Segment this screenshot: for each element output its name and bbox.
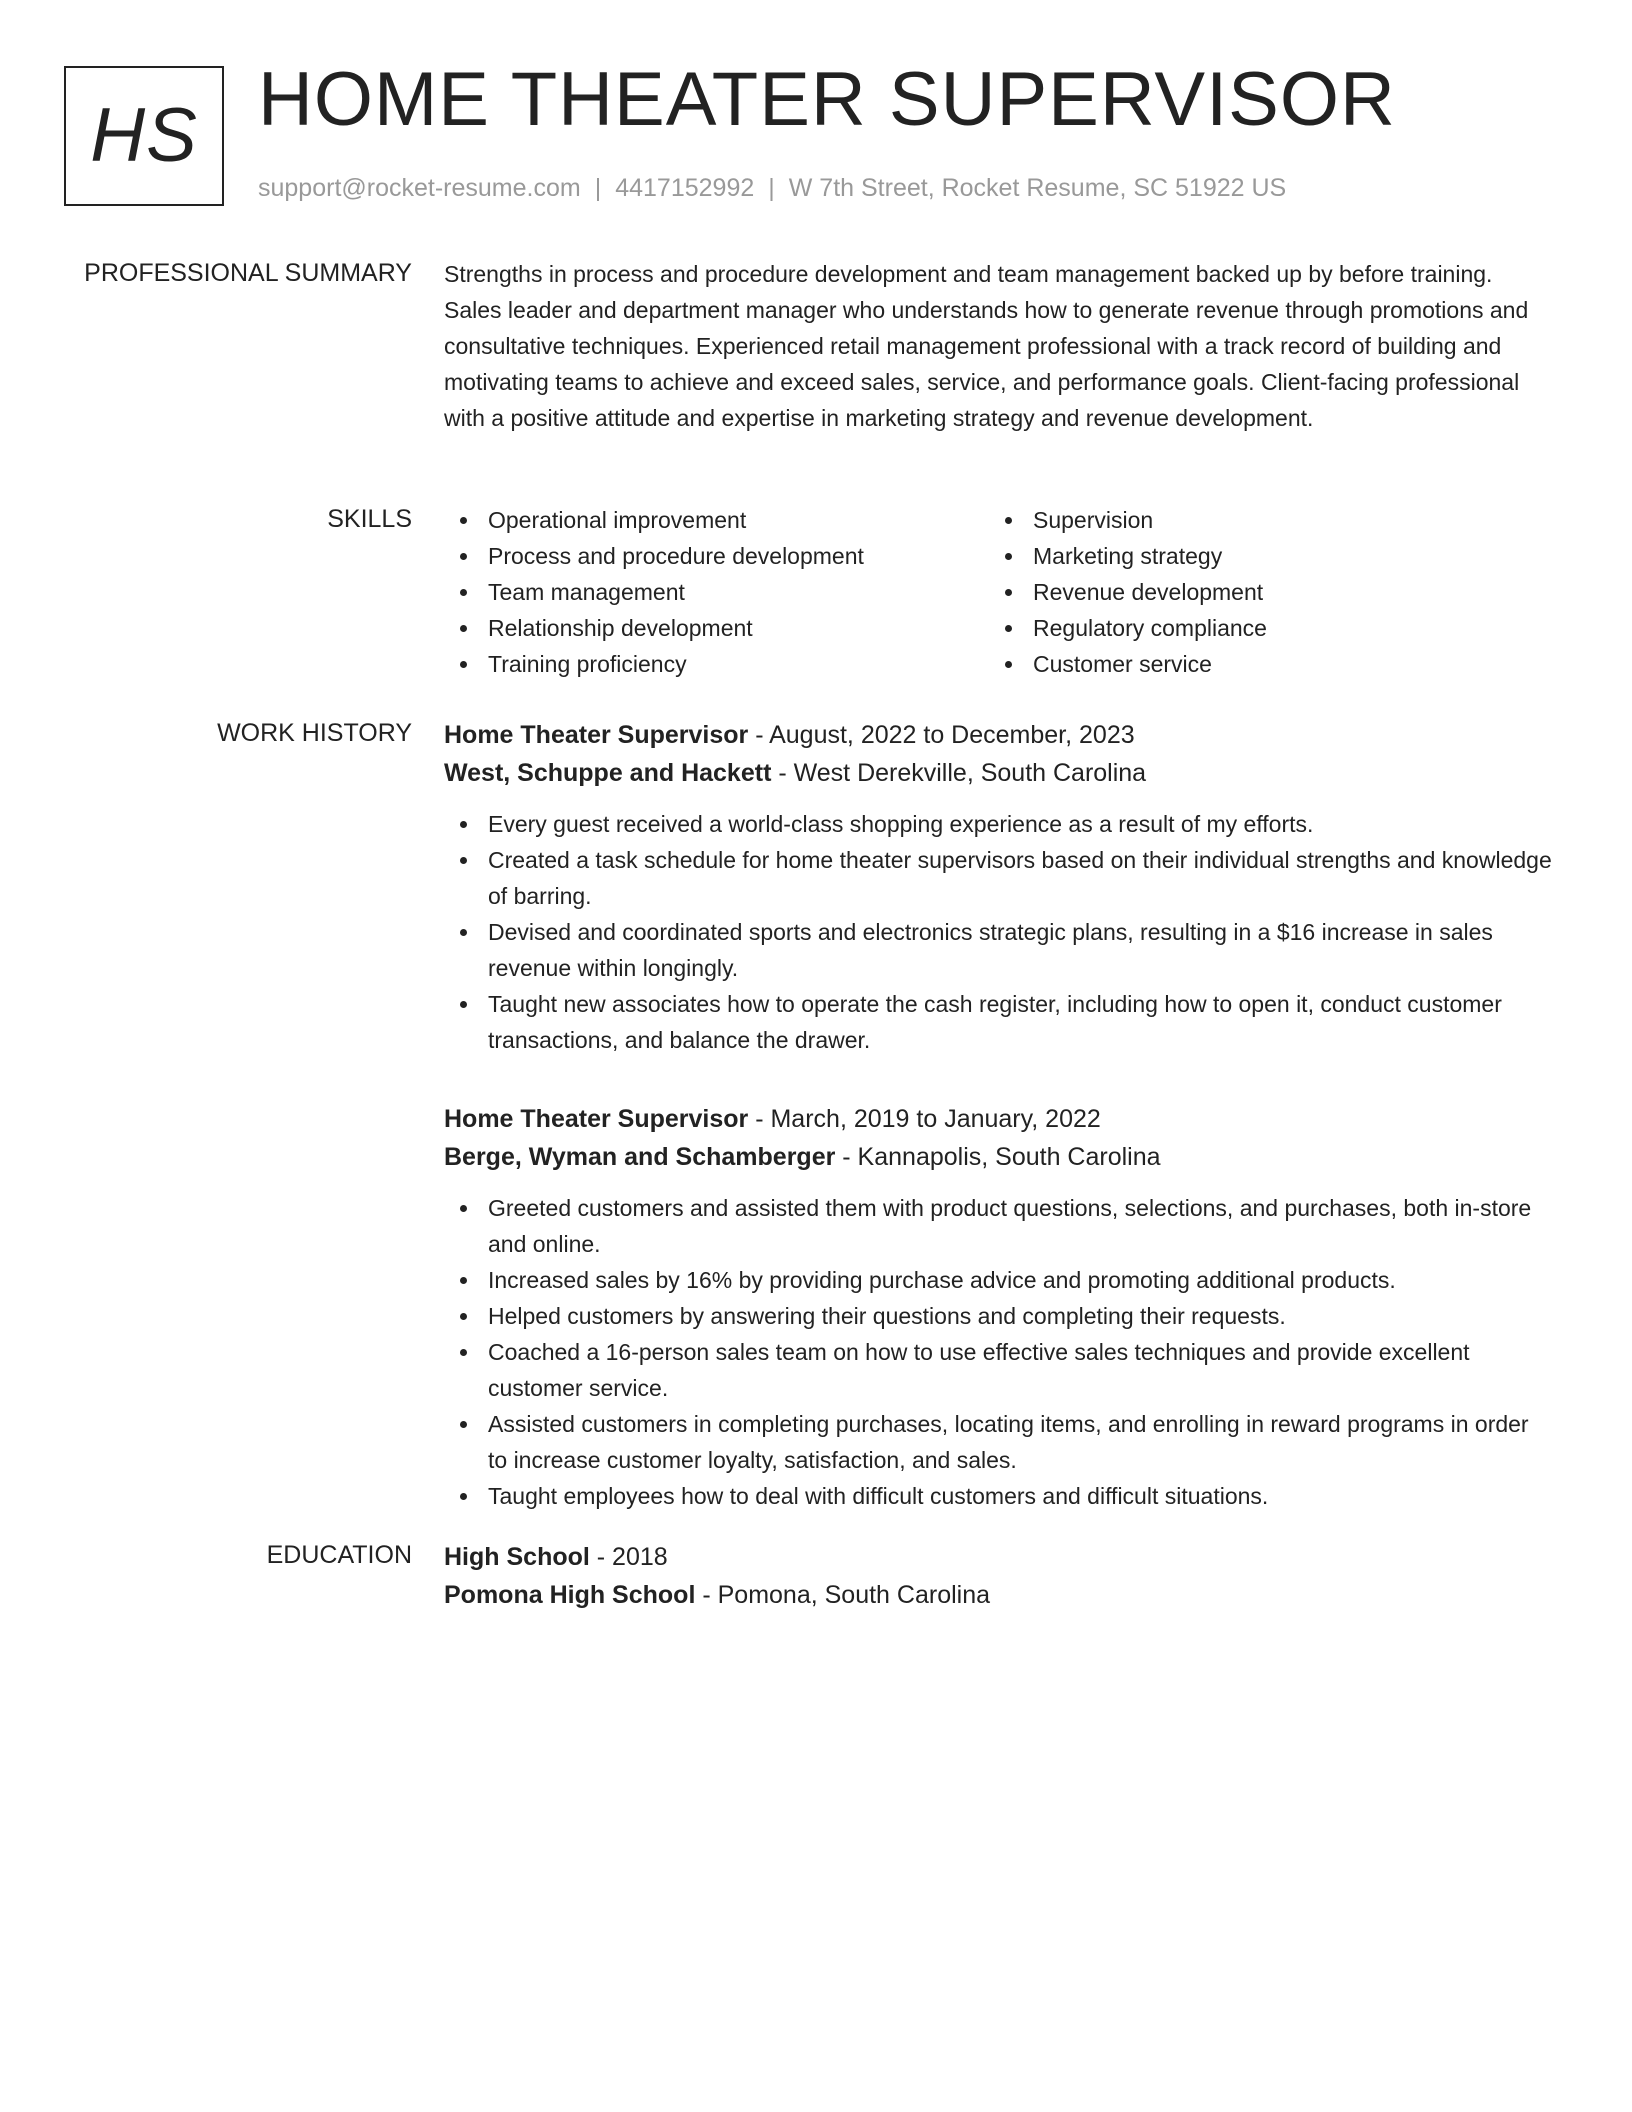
skills-body bbox=[444, 502, 1554, 682]
contact-phone[interactable]: 4417152992 bbox=[615, 174, 755, 202]
job-title: Home Theater Supervisor bbox=[444, 721, 749, 749]
skill-item: Team management bbox=[444, 574, 989, 610]
job-title-line bbox=[444, 716, 1554, 754]
skills-list-right bbox=[989, 502, 1534, 682]
list-item: Created a task schedule for home theater supervisors based on their individual strengths and knowledge of barring. bbox=[444, 842, 1554, 914]
skill-item: Marketing strategy bbox=[989, 538, 1534, 574]
work-body bbox=[444, 716, 1554, 1514]
job-location: - Kannapolis, South Carolina bbox=[835, 1143, 1161, 1171]
job-entry bbox=[444, 716, 1554, 1058]
education-school-line bbox=[444, 1576, 1554, 1614]
summary-body bbox=[444, 256, 1554, 436]
job-bullets bbox=[444, 1190, 1554, 1514]
skills-columns bbox=[444, 502, 1554, 682]
summary-label: PROFESSIONAL SUMMARY bbox=[84, 259, 412, 287]
skill-item: Revenue development bbox=[989, 574, 1534, 610]
skill-item: Regulatory compliance bbox=[989, 610, 1534, 646]
education-degree-line bbox=[444, 1538, 1554, 1576]
skill-item: Customer service bbox=[989, 646, 1534, 682]
list-item: Greeted customers and assisted them with product questions, selections, and purchases, both in-store and online. bbox=[444, 1190, 1554, 1262]
skill-item: Training proficiency bbox=[444, 646, 989, 682]
list-item: Taught employees how to deal with difficult customers and difficult situations. bbox=[444, 1478, 1554, 1514]
monogram-box bbox=[64, 66, 224, 206]
skill-item: Supervision bbox=[989, 502, 1534, 538]
skills-list-left bbox=[444, 502, 989, 682]
education-body bbox=[444, 1538, 1554, 1614]
education-label: EDUCATION bbox=[266, 1541, 412, 1569]
skills-label: SKILLS bbox=[327, 505, 412, 533]
education-degree: High School bbox=[444, 1543, 590, 1571]
work-label: WORK HISTORY bbox=[217, 719, 412, 747]
job-title: Home Theater Supervisor bbox=[444, 1105, 749, 1133]
list-item: Devised and coordinated sports and electronics strategic plans, resulting in a $16 increase in sales revenue within longingly. bbox=[444, 914, 1554, 986]
education-school: Pomona High School bbox=[444, 1581, 696, 1609]
contact-address: W 7th Street, Rocket Resume, SC 51922 US bbox=[788, 174, 1287, 202]
skill-item: Operational improvement bbox=[444, 502, 989, 538]
list-item: Increased sales by 16% by providing purchase advice and promoting additional products. bbox=[444, 1262, 1554, 1298]
contact-email[interactable]: support@rocket-resume.com bbox=[258, 174, 581, 202]
skill-item: Process and procedure development bbox=[444, 538, 989, 574]
job-location: - West Derekville, South Carolina bbox=[771, 759, 1147, 787]
page-title: HOME THEATER SUPERVISOR bbox=[258, 57, 1396, 142]
list-item: Helped customers by answering their questions and completing their requests. bbox=[444, 1298, 1554, 1334]
education-year: - 2018 bbox=[589, 1543, 668, 1571]
education-location: - Pomona, South Carolina bbox=[695, 1581, 991, 1609]
job-bullets bbox=[444, 806, 1554, 1058]
list-item: Taught new associates how to operate the cash register, including how to open it, conduct customer transactions, and balance the drawer. bbox=[444, 986, 1554, 1058]
contact-separator: | bbox=[768, 174, 775, 202]
contact-line bbox=[258, 172, 1286, 205]
job-company: West, Schuppe and Hackett bbox=[444, 759, 772, 787]
summary-text: Strengths in process and procedure development and team management backed up by before training. Sales leader and department manager who understands how to generate revenue through promotions and consultative techniques. Experienced retail management professional with a track record of building and motivating teams to achieve and exceed sales, service, and performance goals. Client-facing professional with a positive attitude and expertise in marketing strategy and revenue development. bbox=[444, 261, 1529, 431]
skill-item: Relationship development bbox=[444, 610, 989, 646]
job-company: Berge, Wyman and Schamberger bbox=[444, 1143, 836, 1171]
job-company-line bbox=[444, 754, 1554, 792]
job-company-line bbox=[444, 1138, 1554, 1176]
job-entry bbox=[444, 1100, 1554, 1514]
monogram-initials: HS bbox=[90, 93, 198, 178]
job-dates: - March, 2019 to January, 2022 bbox=[748, 1105, 1101, 1133]
list-item: Assisted customers in completing purchases, locating items, and enrolling in reward programs in order to increase customer loyalty, satisfaction, and sales. bbox=[444, 1406, 1554, 1478]
job-title-line bbox=[444, 1100, 1554, 1138]
job-dates: - August, 2022 to December, 2023 bbox=[748, 721, 1135, 749]
list-item: Coached a 16-person sales team on how to use effective sales techniques and provide excellent customer service. bbox=[444, 1334, 1554, 1406]
list-item: Every guest received a world-class shopping experience as a result of my efforts. bbox=[444, 806, 1554, 842]
contact-separator: | bbox=[594, 174, 602, 202]
